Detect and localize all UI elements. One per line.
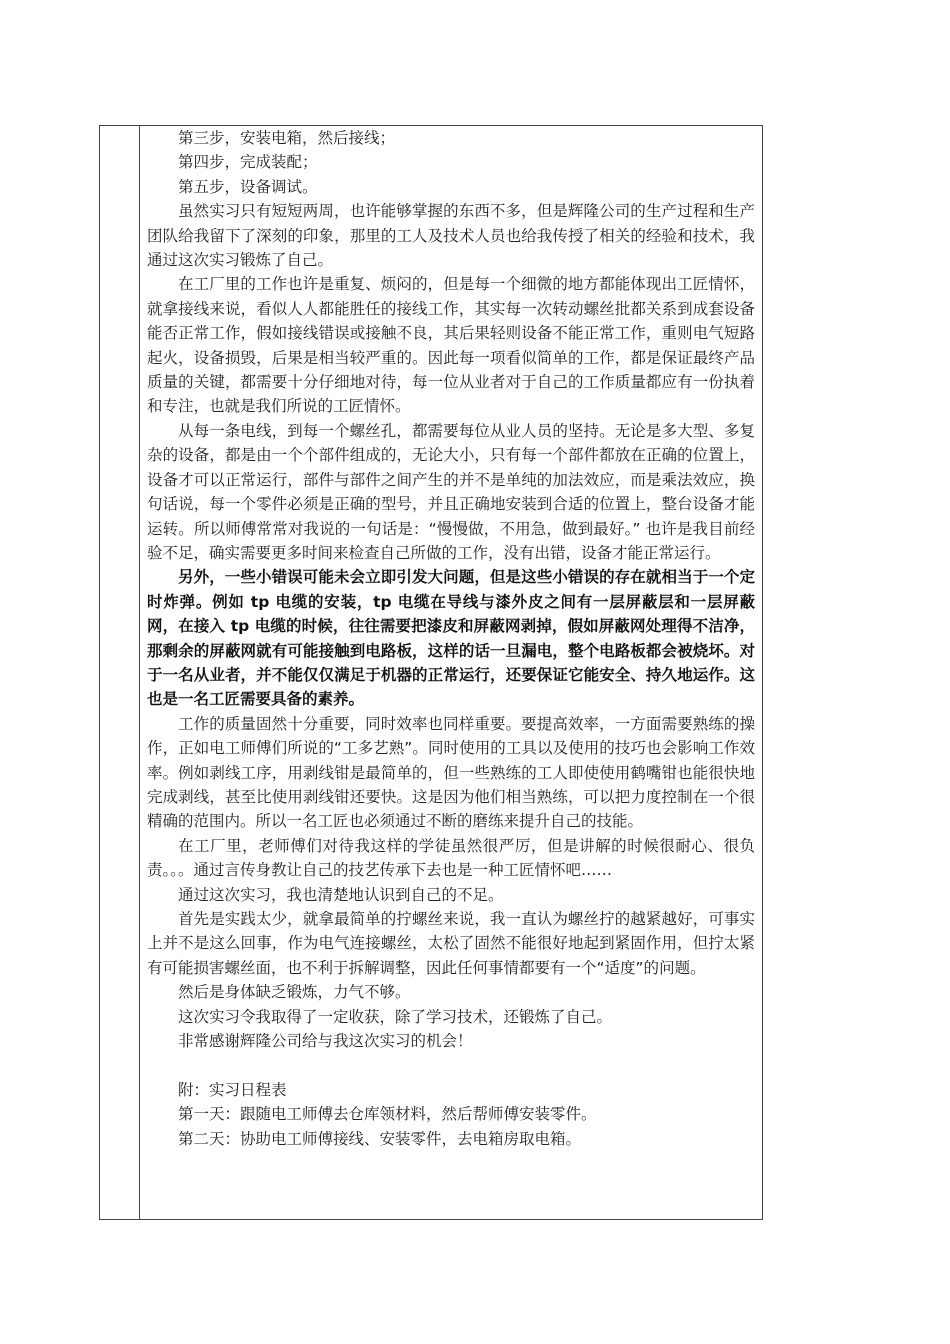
paragraph: 这次实习令我取得了一定收获，除了学习技术，还锻炼了自己。 bbox=[178, 1007, 613, 1026]
paragraph: 工作的质量固然十分重要，同时效率也同样重要。要提高效率，一方面需要熟练的操作，正如电工师傅们所说的“工多艺熟”。同时使用的工具以及使用的技巧也会影响工作效率。例如剥线工序，用剥线钳是最简单的，但一些熟练的工人即使使用鹤嘴钳也能很快地完成剥线，甚至比使用剥线钳还要快。这是因为他们相当熟练，可以把力度控制在一个很精确的范围内。所以一名工匠也必须通过不断的磨练来提升自己的技能。 bbox=[147, 714, 755, 831]
paragraph: 虽然实习只有短短两周，也许能够掌握的东西不多，但是辉隆公司的生产过程和生产团队给我留下了深刻的印象，那里的工人及技术人员也给我传授了相关的经验和技术，我通过这次实习锻炼了自己。 bbox=[147, 202, 755, 270]
paragraph: 通过这次实习，我也清楚地认识到自己的不足。 bbox=[178, 885, 504, 904]
schedule-item: 第一天：跟随电工师傅去仓库领材料，然后帮师傅安装零件。 bbox=[178, 1105, 597, 1124]
paragraph: 在工厂里，老师傅们对待我这样的学徒虽然很严厉，但是讲解的时候很耐心、很负责。。。通过言传身教让自己的技艺传承下去也是一种工匠情怀吧…… bbox=[147, 836, 755, 880]
document-body bbox=[147, 126, 755, 1151]
schedule-title: 附：实习日程表 bbox=[178, 1080, 287, 1099]
blank-line bbox=[147, 1053, 755, 1077]
paragraph: 然后是身体缺乏锻炼，力气不够。 bbox=[178, 983, 411, 1002]
schedule-item: 第二天：协助电工师傅接线、安装零件，去电箱房取电箱。 bbox=[178, 1129, 582, 1148]
paragraph: 第五步，设备调试。 bbox=[178, 177, 318, 196]
paragraph: 另外，一些小错误可能未会立即引发大问题，但是这些小错误的存在就相当于一个定时炸弹。例如 tp 电缆的安装，tp 电缆在导线与漆外皮之间有一层屏蔽层和一层屏蔽网，在接入 tp 电缆的时候，往往需要把漆皮和屏蔽网剥掉，假如屏蔽网处理得不洁净，那剩余的屏蔽网就有可能接触到电路板，这样的话一旦漏电，整个电路板都会被烧坏。对于一名从业者，并不能仅仅满足于机器的正常运行，还要保证它能安全、持久地运作。这也是一名工匠需要具备的素养。 bbox=[147, 568, 755, 709]
paragraph: 非常感谢辉隆公司给与我这次实习的机会！ bbox=[178, 1032, 473, 1051]
paragraph: 第三步，安装电箱，然后接线； bbox=[178, 129, 396, 147]
paragraph: 从每一条电线，到每一个螺丝孔，都需要每位从业人员的坚持。无论是多大型、多复杂的设备，都是由一个个部件组成的，无论大小，只有每一个部件都放在正确的位置上，设备才可以正常运行，部件与部件之间产生的并不是单纯的加法效应，而是乘法效应，换句话说，每一个零件必须是正确的型号，并且正确地安装到合适的位置上，整台设备才能运转。所以师傅常常对我说的一句话是：“慢慢做，不用急，做到最好。” 也许是我目前经验不足，确实需要更多时间来检查自己所做的工作，没有出错，设备才能正常运行。 bbox=[147, 421, 755, 562]
paragraph: 首先是实践太少，就拿最简单的拧螺丝来说，我一直认为螺丝拧的越紧越好，可事实上并不是这么回事，作为电气连接螺丝，太松了固然不能很好地起到紧固作用，但拧太紧有可能损害螺丝面，也不利于拆解调整，因此任何事情都要有一个“适度”的问题。 bbox=[147, 910, 755, 977]
paragraph: 第四步，完成装配； bbox=[178, 153, 318, 172]
paragraph: 在工厂里的工作也许是重复、烦闷的，但是每一个细微的地方都能体现出工匠情怀，就拿接线来说，看似人人都能胜任的接线工作，其实每一次转动螺丝批都关系到成套设备能否正常工作，假如接线错误或接触不良，其后果轻则设备不能正常工作，重则电气短路起火，设备损毁，后果是相当较严重的。因此每一项看似简单的工作，都是保证最终产品质量的关键，都需要十分仔细地对待，每一位从业者对于自己的工作质量都应有一份执着和专注，也就是我们所说的工匠情怀。 bbox=[147, 275, 755, 416]
table-left-column bbox=[100, 126, 140, 1219]
